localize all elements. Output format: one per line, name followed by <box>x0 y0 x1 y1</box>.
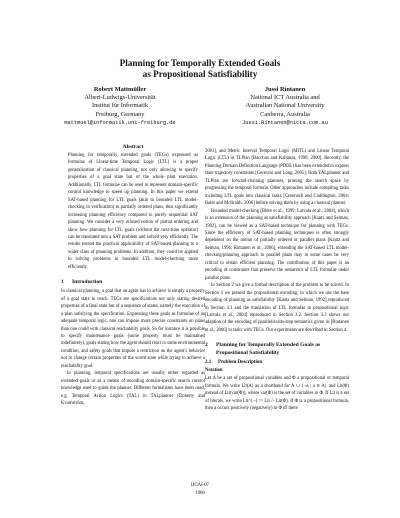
author-affiliation: Institut für Informatik <box>91 102 149 110</box>
section-title-continued: Propositional Satisfiability <box>216 350 280 357</box>
section-heading <box>61 278 205 286</box>
body-paragraph: In classical planning, a goal that an agent has to achieve is simply a property of a goal state to reach. TEGs are specifications not only stating desired properties of a final state but of a sequence of states, namely the execution of a plan satisfying the specification. Expressing these goals as formulae of an adequate temporal logic, one can impose more precise constraints on plans than one could with classical reachability goals. So for instance it is possible to specify maintenance goals (some property must be maintained indefinitely), goals stating how the agent should react to some environmental condition, and safety goals that impose a restriction on the agent’s behavior not to change certain properties of the world state while trying to achieve a reachability goal. <box>61 289 205 369</box>
section-title: Introduction <box>72 279 103 286</box>
body-paragraph: In Section 2 we give a formal description of the problem to be solved. In Section 3 we present the propositional encoding, in which we use the base encoding of planning as satisfiability [Kautz and Selman, 1992] reproduced in Section 3.1 and the translation of LTL formulae to propositional logic [Latvala et al., 2004] reproduced in Section 3.2. Section 3.3 shows our adaption of the encoding of parallel/exists-step semantics given in [Rintanen et al., 2006] to tasks with TEGs. Our experiments are described in Section 4. <box>205 283 349 333</box>
body-paragraph: Let A be a set of propositional variables and Φ a propositional or temporal formula. We write Lit(A) as a shorthand for A ∪ {¬a | a ∈ A} and Lit(Φ) instead of Lit(var(Φ)), where var(Φ) is the set of variables in Φ. If Lit is a set of literals, we write Lit^{¬} := Lit ∩ Lit(Φ). If Φ is a propositional formula, then a occurs positively (negatively) in Φ iff there <box>205 376 349 412</box>
abstract-text: Planning for temporally extended goals (TEGs) expressed as formulae of Linear-time Temporal Logic (LTL) is a proper generalization of classical planning, not only allowing to specify properties of a goal state but of the whole plan execution. Additionally, LTL formulae can be used to represent domain-specific control knowledge to speed up planning. In this paper we extend SAT-based planning for LTL goals (akin to bounded LTL model-checking in verification) to partially ordered plans, thus significantly increasing planning efficiency compared to purely sequential SAT planning. We consider a very relaxed notion of partial ordering and show how planning for LTL goals (without the next-time operator) can be translated into a SAT problem and solved very efficiently. The results extend the practical applicability of SAT-based planning to a wider class of planning problems. In addition, they could be applied to solving problems in bounded LTL model-checking more efficiently. <box>68 153 198 270</box>
paper-title <box>0 58 400 80</box>
subsection-number: 2.1 <box>205 360 212 366</box>
section-number: 2 <box>205 342 208 349</box>
footer-venue: IJCAI-07 <box>190 483 210 488</box>
author-email[interactable]: mattmuel@informatik.uni-freiburg.de <box>64 119 176 126</box>
author-block-1 <box>40 86 200 127</box>
abstract-heading: Abstract <box>122 144 144 150</box>
subsection-heading <box>205 359 349 367</box>
title-line-2: as Propositional Satisfiability <box>142 69 258 79</box>
author-affiliation: Australian National University <box>245 102 325 110</box>
left-column <box>61 143 205 408</box>
body-paragraph: In planning, temporal specifications are usually either regarded as extended goals or as a means of encoding domain-specific search control knowledge used to guide the planner. Different formalisms have been used, e.g. Temporal Action Logics (TAL) in TALplanner [Doherty and Kvarnström, <box>61 371 205 407</box>
author-name: Robert Mattmüller <box>93 86 147 93</box>
author-affiliation: National ICT Australia and <box>250 94 320 102</box>
page-number: 1966 <box>195 491 205 496</box>
section-title: Planning for Temporally Extended Goals as <box>216 342 321 349</box>
right-column <box>205 148 349 413</box>
section-heading <box>205 341 349 357</box>
author-affiliation: Albert-Ludwigs-Universität <box>84 94 156 102</box>
body-paragraph: Bounded model-checking [Biere et al., 1999; Latvala et al., 2004], which is an extension of the planning as satisfiability approach [Kautz and Selman, 1992], can be viewed as a SAT-based technique for planning with TEGs. Since the efficiency of SAT-based planning techniques is often strongly dependent on the notion of partially ordered or parallel plans [Kautz and Selman, 1996; Rintanen et al., 2006], extending the SAT-based LTL model-checking/planning approach to parallel plans may in some cases be very critical to obtain efficient planning. The contribution of this paper is an encoding of constraints that preserve the semantics of LTL formulae under parallel plans. <box>205 208 349 281</box>
title-line-1: Planning for Temporally Extended Goals <box>119 58 281 68</box>
author-email[interactable]: Jussi.Rintanen@nicta.com.au <box>242 119 328 126</box>
body-paragraph: 2001], and Metric Interval Temporal Logic (MITL) and Linear Temporal Logic (LTL) in TLPlan [Bacchus and Kabanza, 1996; 2000]. Recently, the Planning Domain Definition Language (PDDL) has been extended to express state trajectory constraints [Gerevini and Long, 2005]. Both TALplanner and TLPlan are forward-chaining planners, pruning the search space by progressing the temporal formula. Other approaches include compiling tasks including LTL goals into classical tasks [Cresswell and Coddington, 2004; Baier and McIlraith, 2006] before solving them by using a classical planner. <box>205 149 349 207</box>
author-affiliation: Freiburg, Germany <box>95 110 145 118</box>
section-number: 1 <box>61 279 64 286</box>
paragraph-heading: Notation <box>205 368 223 374</box>
author-affiliation: Canberra, Australia <box>260 110 310 118</box>
author-block-2 <box>205 86 365 127</box>
subsection-title: Problem Description <box>218 360 263 366</box>
author-name: Jussi Rintanen <box>264 86 306 93</box>
